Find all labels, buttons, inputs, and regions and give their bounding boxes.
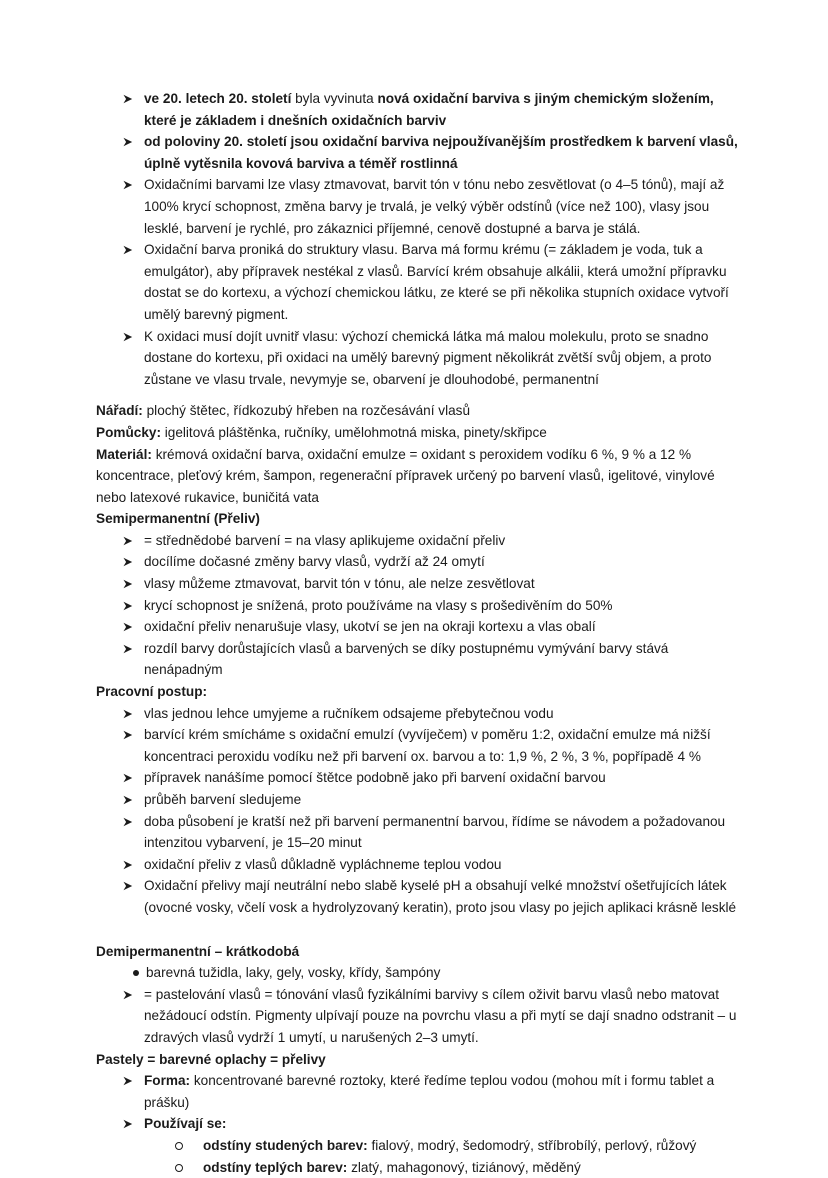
arrow-bullet-icon	[123, 990, 133, 1000]
spacer	[96, 919, 740, 941]
text-content	[144, 727, 711, 764]
text-run: Oxidační přelivy mají neutrální nebo slabě kyselé pH a obsahují velké množství ošetřujících látek (ovocné vosky, včelí vosk a hydrolyzovaný keratin), proto jsou vlasy po jejich aplikaci krásně lesklé	[144, 878, 736, 915]
list-item	[96, 811, 740, 854]
list-item	[96, 1135, 740, 1157]
text-run: vlas jednou lehce umyjeme a ručníkem odsajeme přebytečnou vodu	[144, 706, 554, 721]
text-run: oxidační přeliv z vlasů důkladně vypláchneme teplou vodou	[144, 857, 501, 872]
text-content	[144, 134, 738, 171]
list-item	[96, 1070, 740, 1113]
text-content	[144, 1116, 226, 1131]
text-run: krycí schopnost je snížená, proto používáme na vlasy s prošedivěním do 50%	[144, 598, 612, 613]
text-run: oxidační přeliv nenarušuje vlasy, ukotví se jen na okraji kortexu a vlas obalí	[144, 619, 596, 634]
list-item	[96, 326, 740, 391]
arrow-bullet-icon	[123, 730, 133, 740]
text-content	[144, 814, 725, 851]
text-run: K oxidaci musí dojít uvnitř vlasu: výchozí chemická látka má malou molekulu, proto se snadno dostane do kortexu, při oxidaci na umělý barevný pigment několikrát zvětší svůj objem, a proto zůstane ve vlasu trvale, nevymyje se, obarvení je dlouhodobé, permanentní	[144, 329, 711, 387]
text-content	[144, 554, 485, 569]
list-item	[96, 767, 740, 789]
text-run: koncentrované barevné roztoky, které ředíme teplou vodou (mohou mít i formu tablet a prášku)	[144, 1073, 714, 1110]
text-run: průběh barvení sledujeme	[144, 792, 301, 807]
arrow-bullet-icon	[123, 1076, 133, 1086]
list-item	[96, 854, 740, 876]
text-content	[144, 533, 505, 548]
arrow-bullet-icon	[123, 245, 133, 255]
text-run: byla vyvinuta	[295, 91, 377, 106]
list-item	[96, 1113, 740, 1135]
section-heading	[96, 508, 740, 530]
list-item	[96, 962, 740, 984]
arrow-bullet-icon	[123, 881, 133, 891]
arrow-bullet-icon	[123, 137, 133, 147]
text-run: Oxidační barva proniká do struktury vlasu. Barva má formu krému (= základem je voda, tuk a emulgátor), aby přípravek nestékal z vlasů. Barvící krém obsahuje alkálii, která umožní přípravku dostat se do kortexu, a výchozí chemickou látku, ze které se při několika stupních oxidace vytvoří umělý barevný pigment.	[144, 242, 729, 322]
arrow-bullet-icon	[123, 860, 133, 870]
section-heading	[96, 941, 740, 963]
text-run: Semipermanentní (Přeliv)	[96, 511, 260, 526]
text-run: = střednědobé barvení = na vlasy aplikujeme oxidační přeliv	[144, 533, 505, 548]
arrow-bullet-icon	[123, 557, 133, 567]
text-run: Demipermanentní – krátkodobá	[96, 944, 299, 959]
text-run: Nářadí:	[96, 403, 147, 418]
list-item	[96, 789, 740, 811]
list-item	[96, 616, 740, 638]
text-run: Používají se:	[144, 1116, 226, 1131]
text-content	[144, 1073, 714, 1110]
text-run: ve 20. letech 20. století	[144, 91, 295, 106]
text-content	[144, 706, 554, 721]
text-content	[144, 91, 714, 128]
text-run: Oxidačními barvami lze vlasy ztmavovat, barvit tón v tónu nebo zesvětlovat (o 4–5 tónů), mají až 100% krycí schopnost, změna barvy je trvalá, je velký výběr odstínů (více než 100), vlasy jsou lesklé, barvení je rychlé, pro zákaznici příjemné, cenově dostupné a barva je stálá.	[144, 177, 724, 235]
text-run: fialový, modrý, šedomodrý, stříbrobílý, perlový, růžový	[371, 1138, 696, 1153]
circle-bullet-icon	[175, 1142, 183, 1150]
list-item	[96, 573, 740, 595]
arrow-bullet-icon	[123, 332, 133, 342]
arrow-bullet-icon	[123, 795, 133, 805]
text-run: doba působení je kratší než při barvení permanentní barvou, řídíme se návodem a požadovanou intenzitou vybarvení, je 15–20 minut	[144, 814, 725, 851]
list-item	[96, 595, 740, 617]
disc-bullet-icon	[133, 970, 139, 976]
spacer	[96, 390, 740, 400]
list-item	[96, 174, 740, 239]
circle-bullet-icon	[175, 1164, 183, 1172]
arrow-bullet-icon	[123, 622, 133, 632]
text-content	[144, 576, 535, 591]
text-content	[96, 447, 715, 505]
list-item	[96, 703, 740, 725]
labeled-paragraph	[96, 400, 740, 422]
text-run: Forma:	[144, 1073, 194, 1088]
text-run: rozdíl barvy dorůstajících vlasů a barvených se díky postupnému vymývání barvy stává nenápadným	[144, 641, 668, 678]
text-run: vlasy můžeme ztmavovat, barvit tón v tónu, ale nelze zesvětlovat	[144, 576, 535, 591]
text-run: odstíny teplých barev:	[203, 1160, 351, 1175]
text-run: Pastely = barevné oplachy = přelivy	[96, 1052, 326, 1067]
text-content	[96, 511, 260, 526]
arrow-bullet-icon	[123, 1119, 133, 1129]
text-content	[144, 770, 606, 785]
list-item	[96, 530, 740, 552]
text-run: Materiál:	[96, 447, 156, 462]
text-run: plochý štětec, řídkozubý hřeben na rozčesávání vlasů	[147, 403, 470, 418]
text-run: = pastelování vlasů = tónování vlasů fyzikálními barvivy s cílem oživit barvu vlasů nebo matovat nežádoucí odstín. Pigmenty ulpívají pouze na povrchu vlasu a při mytí se dají snadno odstranit – u zdravých vlasů vydrží 1 umytí, u narušených 2–3 umytí.	[144, 987, 736, 1045]
arrow-bullet-icon	[123, 773, 133, 783]
text-content	[203, 1160, 581, 1175]
text-run: přípravek nanášíme pomocí štětce podobně jako při barvení oxidační barvou	[144, 770, 606, 785]
text-content	[144, 329, 711, 387]
arrow-bullet-icon	[123, 180, 133, 190]
text-content	[96, 684, 207, 699]
section-heading	[96, 681, 740, 703]
text-content	[96, 944, 299, 959]
text-content	[144, 641, 668, 678]
labeled-paragraph	[96, 444, 740, 509]
text-run: Pomůcky:	[96, 425, 165, 440]
text-content	[144, 857, 501, 872]
text-content	[96, 1052, 326, 1067]
arrow-bullet-icon	[123, 601, 133, 611]
text-content	[144, 878, 736, 915]
text-run: igelitová pláštěnka, ručníky, umělohmotná miska, pinety/skřipce	[165, 425, 547, 440]
labeled-paragraph	[96, 422, 740, 444]
text-content	[144, 987, 736, 1045]
arrow-bullet-icon	[123, 536, 133, 546]
list-item	[96, 88, 740, 131]
list-item	[96, 875, 740, 918]
text-content	[96, 403, 470, 418]
text-content	[144, 792, 301, 807]
arrow-bullet-icon	[123, 709, 133, 719]
list-item	[96, 1157, 740, 1178]
list-item	[96, 551, 740, 573]
text-run: zlatý, mahagonový, tiziánový, měděný	[351, 1160, 581, 1175]
list-item	[96, 131, 740, 174]
section-heading	[96, 1049, 740, 1071]
text-content	[144, 619, 596, 634]
text-run: krémová oxidační barva, oxidační emulze = oxidant s peroxidem vodíku 6 %, 9 % a 12 % koncentrace, pleťový krém, šampon, regenerační přípravek určený po barvení vlasů, igelitové, vinylové nebo latexové rukavice, buničitá vata	[96, 447, 715, 505]
arrow-bullet-icon	[123, 817, 133, 827]
arrow-bullet-icon	[123, 644, 133, 654]
text-content	[203, 1138, 696, 1153]
text-content	[144, 177, 724, 235]
list-item	[96, 724, 740, 767]
text-run: docílíme dočasné změny barvy vlasů, vydrží až 24 omytí	[144, 554, 485, 569]
list-item	[96, 984, 740, 1049]
text-run: nová oxidační barviva s jiným chemickým složením, které je základem i dnešních oxidačních barviv	[144, 91, 714, 128]
text-content	[146, 965, 440, 980]
text-run: odstíny studených barev:	[203, 1138, 371, 1153]
list-item	[96, 239, 740, 325]
list-item	[96, 638, 740, 681]
text-content	[144, 242, 729, 322]
text-run: barvící krém smícháme s oxidační emulzí (vyvíječem) v poměru 1:2, oxidační emulze má nižší koncentraci peroxidu vodíku než při barvení ox. barvou a to: 1,9 %, 2 %, 3 %, popřípadě 4 %	[144, 727, 711, 764]
text-run: od poloviny 20. století jsou oxidační barviva nejpoužívanějším prostředkem k barvení vlasů, úplně vytěsnila kovová barviva a téměř rostlinná	[144, 134, 738, 171]
arrow-bullet-icon	[123, 579, 133, 589]
text-run: Pracovní postup:	[96, 684, 207, 699]
arrow-bullet-icon	[123, 94, 133, 104]
text-run: barevná tužidla, laky, gely, vosky, křídy, šampóny	[146, 965, 440, 980]
text-content	[96, 425, 547, 440]
text-content	[144, 598, 612, 613]
